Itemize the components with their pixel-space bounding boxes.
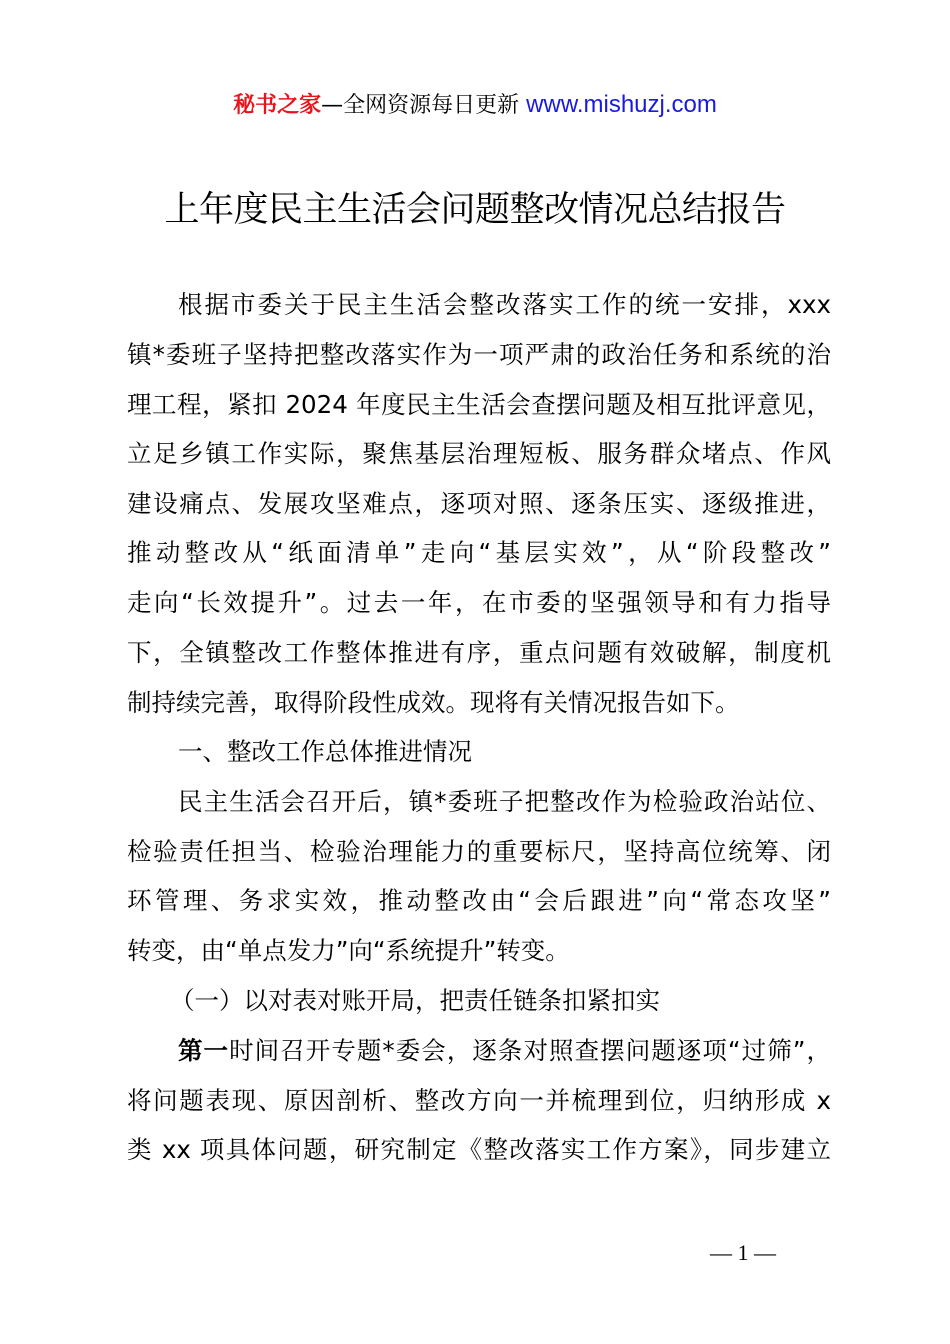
body-line: 下，全镇整改工作整体推进有序，重点问题有效破解，制度机	[127, 638, 831, 667]
section-heading: 一、整改工作总体推进情况	[178, 737, 472, 766]
body-line: 立足乡镇工作实际，聚焦基层治理短板、服务群众堵点、作风	[127, 439, 831, 468]
body-line-text: 时间召开专题*委会，逐条对照查摆问题逐项“过筛”，	[229, 1036, 831, 1065]
header-tagline: —全网资源每日更新	[321, 93, 527, 118]
body-line: 推动整改从“纸面清单”走向“基层实效”，从“阶段整改”	[127, 538, 831, 567]
body-line	[178, 1033, 831, 1069]
body-line: 理工程，紧扣 2024 年度民主生活会查摆问题及相互批评意见，	[127, 390, 831, 419]
document-title: 上年度民主生活会问题整改情况总结报告	[164, 190, 786, 230]
page-number: — 1 —	[710, 1240, 776, 1265]
brand-logo-text: 秘书之家	[233, 93, 322, 118]
body-line: 镇*委班子坚持把整改落实作为一项严肃的政治任务和系统的治	[127, 340, 831, 369]
body-line: 环管理、务求实效，推动整改由“会后跟进”向“常态攻坚”	[127, 886, 831, 915]
site-url-link[interactable]: www.mishuzj.com	[526, 91, 717, 118]
body-line: 民主生活会召开后，镇*委班子把整改作为检验政治站位、	[178, 787, 831, 816]
body-line: 走向“长效提升”。过去一年，在市委的坚强领导和有力指导	[127, 588, 831, 617]
bold-lead: 第一	[178, 1036, 230, 1065]
subsection-heading: （一）以对表对账开局，把责任链条扣紧扣实	[170, 986, 660, 1015]
body-line: 类 xx 项具体问题，研究制定《整改落实工作方案》，同步建立	[127, 1135, 831, 1164]
site-header	[0, 88, 950, 119]
body-line: 将问题表现、原因剖析、整改方向一并梳理到位，归纳形成 x	[127, 1086, 831, 1115]
body-line: 根据市委关于民主生活会整改落实工作的统一安排，xxx	[178, 290, 831, 319]
body-line: 建设痛点、发展攻坚难点，逐项对照、逐条压实、逐级推进，	[127, 489, 831, 518]
body-line: 制持续完善，取得阶段性成效。现将有关情况报告如下。	[127, 688, 740, 717]
body-line: 转变，由“单点发力”向“系统提升”转变。	[127, 936, 570, 965]
body-line: 检验责任担当、检验治理能力的重要标尺，坚持高位统筹、闭	[127, 837, 831, 866]
